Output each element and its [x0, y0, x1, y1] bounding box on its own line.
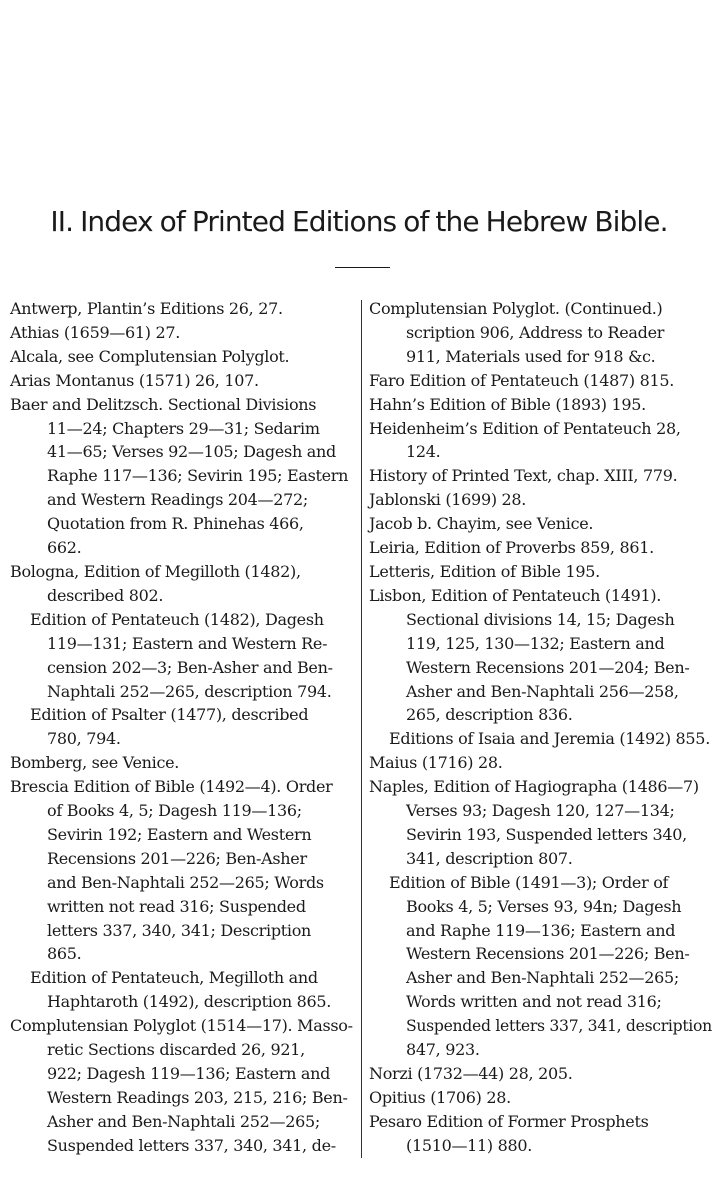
entry-line: Edition of Bible (1491—3); Order of [389, 872, 669, 892]
entry-line: 922; Dagesh 119—136; Eastern and [47, 1064, 331, 1083]
entry-line: Suspended letters 337, 341, description [406, 1016, 712, 1036]
entry-line: Bomberg, see Venice. [10, 753, 180, 773]
entry-line: cension 202—3; Ben-Asher and Ben- [47, 657, 333, 677]
index-entry [10, 775, 354, 966]
entry-line: described 802. [47, 585, 164, 605]
entry-line: Brescia Edition of Bible (1492—4). Order [10, 777, 333, 797]
entry-line: scription 906, Address to Reader [406, 322, 665, 342]
entry-line: Norzi (1732—44) 28, 205. [369, 1064, 573, 1083]
index-entry [369, 1110, 713, 1158]
index-subentry [10, 608, 354, 704]
entry-line: Books 4, 5; Verses 93, 94n; Dagesh [406, 896, 682, 916]
entry-line: 341, description 807. [406, 848, 573, 868]
entry-line: Opitius (1706) 28. [369, 1087, 511, 1107]
index-entry [369, 369, 713, 393]
entry-line: Western Recensions 201—226; Ben- [406, 944, 690, 964]
entry-line: Letteris, Edition of Bible 195. [369, 561, 600, 581]
entry-line: Edition of Pentateuch (1482), Dagesh [30, 609, 324, 629]
entry-line: Alcala, see Complutensian Polyglot. [10, 346, 290, 366]
index-subentry [10, 703, 354, 751]
index-column-left [10, 297, 354, 1158]
entry-line: Maius (1716) 28. [369, 753, 503, 773]
index-subentry [10, 966, 354, 1014]
entry-line: Naphtali 252—265, description 794. [47, 681, 332, 701]
index-entry [10, 345, 354, 369]
entry-line: and Ben-Naphtali 252—265; Words [47, 872, 324, 892]
entry-line: Quotation from R. Phinehas 466, [47, 514, 304, 534]
entry-line: 41—65; Verses 92—105; Dagesh and [47, 442, 336, 462]
entry-line: Edition of Pentateuch, Megilloth and [30, 968, 318, 988]
index-entry [369, 584, 713, 727]
entry-line: Complutensian Polyglot (1514—17). Masso- [10, 1016, 353, 1036]
entry-line: 911, Materials used for 918 &c. [406, 346, 656, 366]
entry-line: Editions of Isaia and Jeremia (1492) 855. [389, 729, 710, 749]
entry-line: of Books 4, 5; Dagesh 119—136; [47, 801, 302, 821]
entry-line: 124. [406, 442, 441, 462]
index-entry [369, 393, 713, 417]
index-entry [369, 464, 713, 488]
index-entry [369, 512, 713, 536]
entry-line: retic Sections discarded 26, 921, [47, 1040, 305, 1060]
index-entry [10, 369, 354, 393]
entry-line: Jablonski (1699) 28. [369, 490, 527, 510]
title-rule [335, 267, 390, 268]
index-entry [10, 1014, 354, 1157]
entry-line: Complutensian Polyglot. (Continued.) [369, 299, 663, 318]
entry-line: Asher and Ben-Naphtali 252—265; [47, 1111, 320, 1131]
index-entry [369, 536, 713, 560]
entry-line: Lisbon, Edition of Pentateuch (1491). [369, 585, 662, 605]
index-entry [369, 560, 713, 584]
entry-line: Jacob b. Chayim, see Venice. [369, 514, 594, 534]
entry-line: Pesaro Edition of Former Prosphets [369, 1111, 649, 1131]
entry-line: 11—24; Chapters 29—31; Sedarim [47, 418, 320, 438]
entry-line: Hahn’s Edition of Bible (1893) 195. [369, 394, 646, 414]
entry-line: Edition of Psalter (1477), described [30, 705, 309, 725]
entry-line: Athias (1659—61) 27. [10, 322, 181, 342]
entry-line: 780, 794. [47, 729, 121, 749]
entry-line: Recensions 201—226; Ben-Asher [47, 848, 307, 868]
index-subentry [369, 727, 713, 751]
entry-line: Haphtaroth (1492), description 865. [47, 992, 332, 1012]
entry-line: Sevirin 193, Suspended letters 340, [406, 824, 687, 844]
index-entry [10, 560, 354, 608]
index-subentry [369, 871, 713, 1062]
entry-line: Western Recensions 201—204; Ben- [406, 657, 690, 677]
index-entry [10, 751, 354, 775]
entry-line: Arias Montanus (1571) 26, 107. [10, 370, 259, 390]
entry-line: Heidenheim’s Edition of Pentateuch 28, [369, 418, 681, 438]
entry-line: Sectional divisions 14, 15; Dagesh [406, 609, 675, 629]
entry-line: written not read 316; Suspended [47, 896, 306, 916]
entry-line: and Western Readings 204—272; [47, 490, 308, 510]
index-entry [369, 488, 713, 512]
entry-line: letters 337, 340, 341; Description [47, 920, 312, 940]
entry-line: Naples, Edition of Hagiographa (1486—7) [369, 777, 699, 797]
page-title: II. Index of Printed Editions of the Hebrew Bible. [50, 205, 668, 238]
index-entry [10, 321, 354, 345]
index-column-right [369, 297, 713, 1158]
index-entry [369, 1086, 713, 1110]
entry-line: Bologna, Edition of Megilloth (1482), [10, 561, 301, 581]
index-entry [369, 775, 713, 871]
index-entry [10, 393, 354, 560]
entry-line: and Raphe 119—136; Eastern and [406, 920, 676, 940]
entry-line: Antwerp, Plantin’s Editions 26, 27. [10, 299, 283, 318]
entry-line: Western Readings 203, 215, 216; Ben- [47, 1087, 348, 1107]
entry-line: Faro Edition of Pentateuch (1487) 815. [369, 370, 675, 390]
entry-line: Suspended letters 337, 340, 341, de- [47, 1135, 336, 1155]
entry-line: 119—131; Eastern and Western Re- [47, 633, 328, 653]
entry-line: 662. [47, 538, 82, 558]
entry-line: Verses 93; Dagesh 120, 127—134; [406, 801, 675, 821]
index-entry [369, 1062, 713, 1086]
entry-line: Sevirin 192; Eastern and Western [47, 824, 312, 844]
entry-line: Asher and Ben-Naphtali 252—265; [406, 968, 679, 988]
entry-line: Raphe 117—136; Sevirin 195; Eastern [47, 466, 349, 486]
entry-line: 119, 125, 130—132; Eastern and [406, 633, 665, 653]
column-divider [361, 300, 362, 1158]
entry-line: Asher and Ben-Naphtali 256—258, [406, 681, 679, 701]
index-entry [369, 751, 713, 775]
index-entry [10, 297, 354, 321]
index-entry [369, 417, 713, 465]
entry-line: 847, 923. [406, 1040, 480, 1060]
index-entry [369, 297, 713, 369]
entry-line: Words written and not read 316; [406, 992, 662, 1012]
entry-line: History of Printed Text, chap. XIII, 779. [369, 466, 678, 486]
entry-line: Baer and Delitzsch. Sectional Divisions [10, 394, 317, 414]
entry-line: (1510—11) 880. [406, 1135, 533, 1155]
entry-line: Leiria, Edition of Proverbs 859, 861. [369, 538, 654, 558]
entry-line: 265, description 836. [406, 705, 573, 725]
entry-line: 865. [47, 944, 82, 964]
